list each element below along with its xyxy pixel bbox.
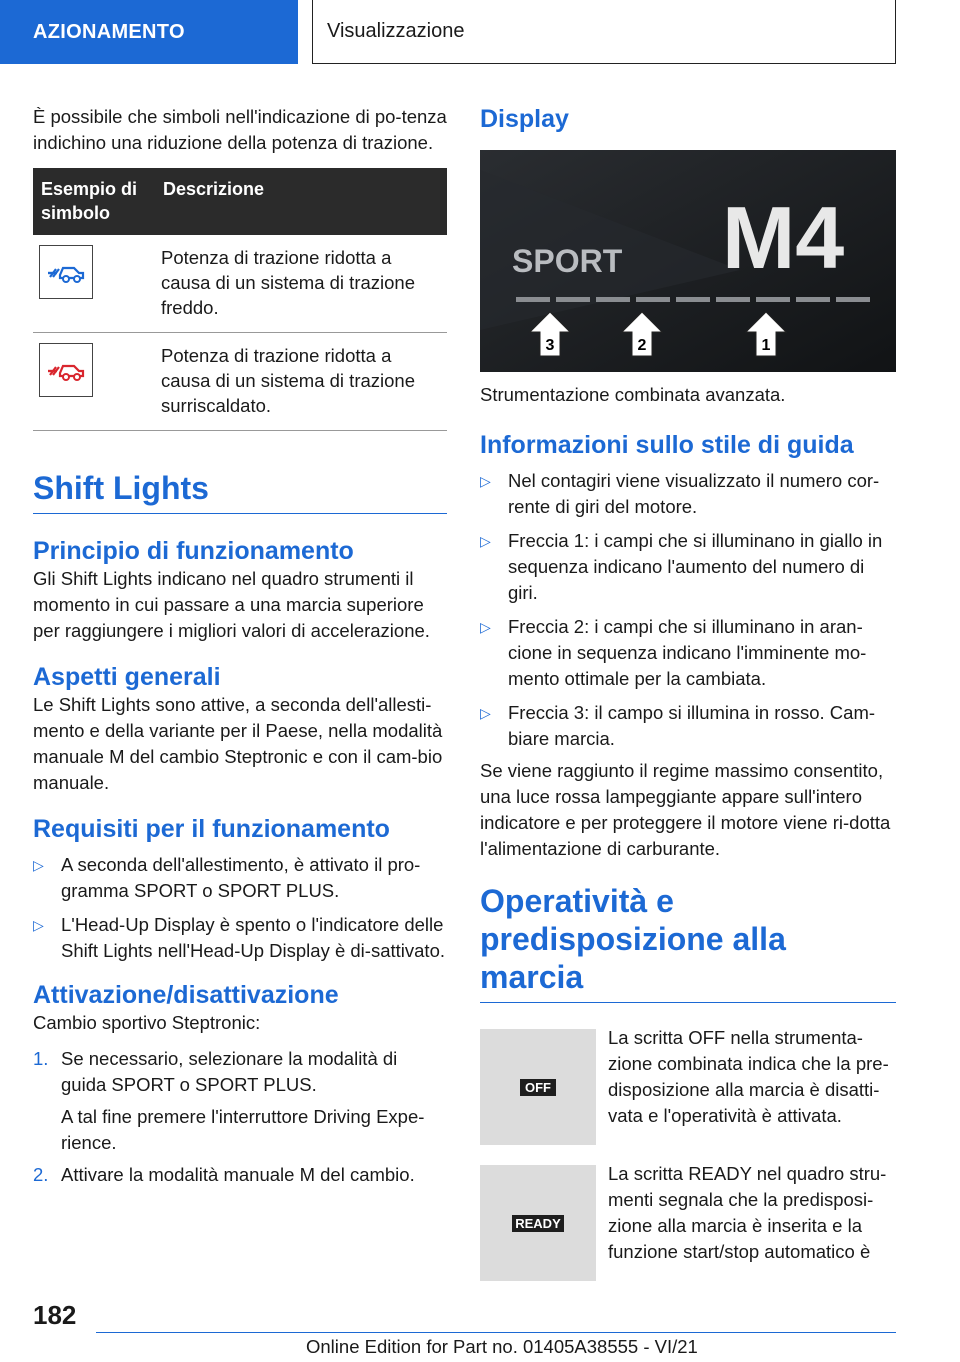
info-text: Se viene raggiunto il regime massimo consentito, una luce rossa lampeggiante appare sull'intero indicatore e per proteggere il motore viene ri-dotta l'alimentazione di carburante. [480,760,891,859]
list-item: 1. Se necessario, selezionare la modalità di guida SPORT o SPORT PLUS. A tal fine premere l'interruttore Driving Expe-rience. [33,1048,425,1153]
footer-rule [96,1332,896,1333]
sport-label: SPORT [512,243,623,279]
left-column [33,96,447,1194]
activation-text: Cambio sportivo Steptronic: [33,1012,261,1033]
section-label: AZIONAMENTO [33,20,185,43]
page-number: 182 [33,1300,77,1330]
table-row [33,235,447,333]
chapter-label: Visualizzazione [327,20,465,42]
svg-text:1: 1 [761,337,771,354]
display-title: Display [480,105,569,133]
hot-drive-system-icon [39,343,93,397]
general-text: Le Shift Lights sono attive, a seconda dell'allesti-mento e della variante per il Paese, nella modalità manuale M del cambio Steptronic e con il cam-bio manuale. [33,694,443,793]
requirements-list [33,852,447,964]
general-title: Aspetti generali [33,663,221,691]
info-list [480,468,896,752]
list-item: ▷ Freccia 2: i campi che si illuminano in aran-cione in sequenza indicano l'imminente mo-mento ottimale per la cambiata. [480,616,867,689]
shift-light-bar [516,297,870,302]
steps-list [33,1046,447,1188]
cold-drive-system-icon [39,245,93,299]
ready-block [480,1165,896,1281]
off-block [480,1029,896,1145]
table-header-description: Descrizione [155,168,447,235]
right-column [480,96,896,1281]
off-text: La scritta OFF nella strumenta-zione combinata indica che la pre-disposizione alla marcia è disatti-vata e l'operatività è attivata. [608,1027,889,1126]
list-item: ▷ L'Head-Up Display è spento o l'indicatore delle Shift Lights nell'Head-Up Display è di-sattivato. [33,914,445,961]
off-indicator-image: OFF [480,1029,596,1145]
section-tab [0,0,298,64]
triangle-bullet-icon: ▷ [480,533,491,549]
svg-text:3: 3 [545,337,555,354]
gear-label: M4 [722,188,845,287]
table-header-symbol: Esempio di simbolo [33,168,155,235]
table-row [33,333,447,431]
ready-indicator-image: READY [480,1165,596,1281]
info-title: Informazioni sullo stile di guida [480,431,854,459]
symbol-table [33,168,447,431]
list-item: 2. Attivare la modalità manuale M del cambio. [33,1164,415,1185]
row-description: Potenza di trazione ridotta a causa di un sistema di trazione surriscaldato. [155,333,447,431]
list-item: ▷ Freccia 1: i campi che si illuminano in giallo in sequenza indicano l'aumento del numero di giri. [480,530,883,603]
ready-text: La scritta READY nel quadro stru-menti segnala che la predisposi-zione alla marcia è inserita e la funzione start/stop automatico è [608,1163,887,1262]
principle-title: Principio di funzionamento [33,537,354,565]
triangle-bullet-icon: ▷ [480,619,491,635]
footer-edition: Online Edition for Part no. 01405A38555 - VI/21 [306,1336,698,1357]
requirements-title: Requisiti per il funzionamento [33,815,390,843]
list-item: ▷ A seconda dell'allestimento, è attivato il pro-gramma SPORT o SPORT PLUS. [33,854,421,901]
operation-title: Operatività e predisposizione alla marcia [480,883,786,995]
list-item: ▷ Freccia 3: il campo si illumina in rosso. Cam-biare marcia. [480,702,876,749]
image-caption: Strumentazione combinata avanzata. [480,384,786,405]
triangle-bullet-icon: ▷ [480,705,491,721]
svg-text:2: 2 [637,337,647,354]
shift-lights-title: Shift Lights [33,470,209,506]
principle-text: Gli Shift Lights indicano nel quadro strumenti il momento in cui passare a una marcia superiore per raggiungere i migliori valori di accelerazione. [33,568,430,641]
row-description: Potenza di trazione ridotta a causa di un sistema di trazione freddo. [155,235,447,333]
list-item: ▷ Nel contagiri viene visualizzato il numero cor-rente di giri del motore. [480,470,880,517]
triangle-bullet-icon: ▷ [33,857,44,873]
activation-title: Attivazione/disattivazione [33,981,339,1009]
chapter-tab [312,0,896,64]
triangle-bullet-icon: ▷ [33,917,44,933]
intro-text: È possibile che simboli nell'indicazione di po-tenza indichino una riduzione della potenza di trazione. [33,106,447,153]
instrument-cluster-image [480,150,896,372]
triangle-bullet-icon: ▷ [480,473,491,489]
